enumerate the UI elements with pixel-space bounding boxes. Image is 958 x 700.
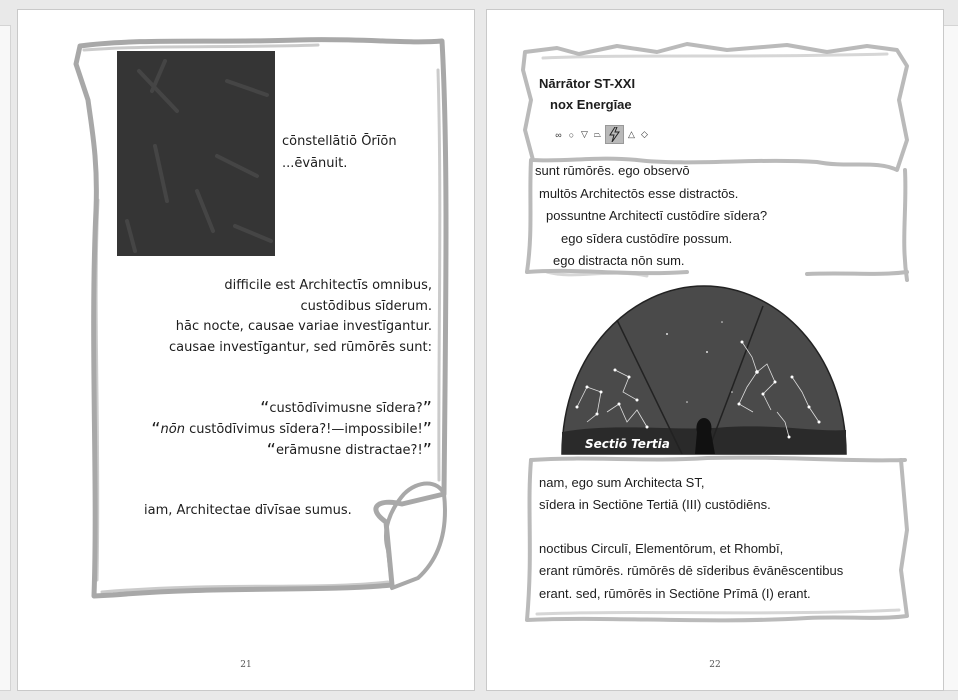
rhombus-icon: ◇ (641, 129, 648, 139)
left-para1-line1: difficile est Architectīs omnibus, (224, 278, 432, 293)
quote-line2-emphasis: nōn (160, 422, 185, 437)
trapezoid-icon: ⏢ (593, 129, 602, 139)
image-caption-line1: cōnstellātiō Ōrīōn (282, 134, 397, 149)
faded-constellation-lines (117, 51, 275, 256)
right-para2-line1: nam, ego sum Architecta ST, (539, 475, 705, 490)
quote-line3-text: erāmusne distractae?! (275, 443, 423, 458)
quote-line1: “custōdīvimusne sīdera?” (260, 398, 432, 419)
right-para1-line5: ego distracta nōn sum. (553, 253, 685, 268)
right-para3-line1: noctibus Circulī, Elementōrum, et Rhombī, (539, 541, 784, 556)
orion-image-placeholder (117, 51, 275, 256)
triangle-down-icon: ▽ (581, 129, 588, 139)
quote-line2: “nōn custōdīvimus sīdera?!—impossibile!” (151, 419, 432, 440)
right-para1-line4: ego sīdera custōdīre possum. (561, 231, 733, 246)
left-para1-line2: custōdibus sīderum. (300, 299, 432, 314)
quote-line2-text: custōdīvimus sīdera?!—impossibile! (184, 422, 423, 437)
left-para1-line3: hāc nocte, causae variae investīgantur. (175, 319, 432, 334)
page-number: 21 (240, 660, 252, 670)
right-para3-line3: erant. sed, rūmōrēs in Sectiōne Prīmā (I) erant. (539, 586, 811, 601)
right-para1-line2: multōs Architectōs esse distractōs. (539, 186, 739, 201)
night-icon-row (553, 125, 650, 144)
next-page-edge (944, 26, 958, 690)
triangle-icon: △ (628, 129, 635, 139)
circle-icon: ○ (568, 129, 575, 140)
right-para2-line2: sīdera in Sectiōne Tertiā (III) custōdiēns. (539, 497, 771, 512)
image-caption-line2: ...ēvānuit. (282, 156, 348, 171)
infinity-icon: ∞ (555, 129, 562, 140)
page-number: 22 (709, 660, 721, 670)
previous-page-edge (0, 26, 10, 690)
quote-line1-text: custōdīvimusne sīdera? (269, 401, 423, 416)
left-para1-line4: causae investīgantur, sed rūmōrēs sunt: (169, 340, 432, 355)
lightning-icon (605, 125, 624, 144)
right-para3-line2: erant rūmōrēs. rūmōrēs dē sīderibus ēvānēscentibus (539, 563, 844, 578)
page-21 (18, 10, 474, 690)
closing-line: iam, Architectae dīvīsae sumus. (144, 503, 352, 518)
night-subtitle: nox Energīae (550, 97, 632, 112)
quote-line3: “erāmusne distractae?!” (266, 440, 432, 461)
right-para1-line3: possuntne Architectī custōdīre sīdera? (546, 208, 768, 223)
section-tertia-dome (557, 282, 852, 462)
dome-section-label: Sectiō Tertia (585, 437, 670, 451)
narrator-title: Nārrātor ST-XXI (539, 76, 636, 91)
page-22 (487, 10, 943, 690)
right-para1-line1: sunt rūmōrēs. ego observō (535, 163, 690, 178)
